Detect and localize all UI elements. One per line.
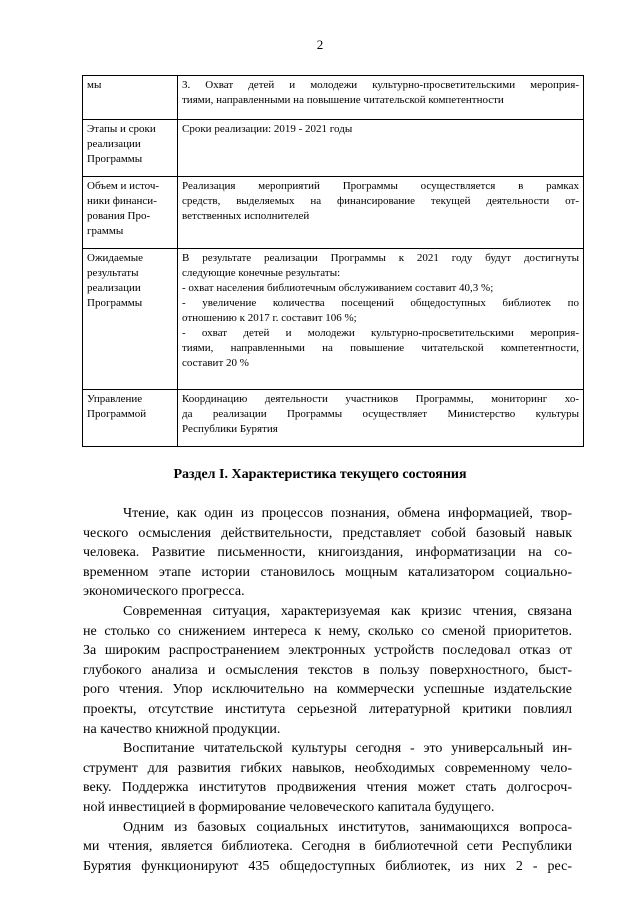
passport-table-row [83,249,584,390]
passport-row-value [178,120,584,177]
body-line: рого чтения. Упор исключительно на коммерчески успешные издательские [83,682,572,698]
body-line: проекты, отсутствие института серьезной литературной критики повлиял [83,701,572,717]
label-line: реализации [87,138,141,150]
value-line: Координацию деятельности участников Программы, мониторинг хо- [182,393,579,405]
page-number: 2 [316,37,324,52]
label-line: мы [87,79,102,91]
value-line: Республики Бурятия [182,423,278,435]
body-line: ческого осмысления действительности, представляет собой базовый навык [83,525,572,541]
passport-table-row [83,76,584,120]
value-line: Реализация мероприятий Программы осуществляется в рамках [182,180,579,192]
label-line: результаты [87,267,139,279]
value-line: отношению к 2017 г. составит 106 %; [182,312,357,324]
value-line: В результате реализации Программы к 2021 году будут достигнуты [182,252,579,264]
body-line: Воспитание читательской культуры сегодня - это универсальный ин- [123,741,572,757]
body-line: Одним из базовых социальных институтов, занимающихся вопроса- [123,819,572,835]
passport-row-label [83,76,178,120]
body-line: Бурятия функционируют 435 общедоступных библиотек, из них 2 - рес- [83,858,572,874]
body-line: глубокого анализа и осмысления текстов в пользу поверхностного, быст- [83,662,572,678]
body-line: За широким распространением электронных устройств последовал отказ от [83,643,572,659]
label-line: Объем и источ- [87,180,160,192]
passport-row-value [178,177,584,249]
passport-row-value [178,390,584,447]
value-line: составит 20 % [182,357,249,369]
label-line: реализации [87,282,141,294]
passport-row-label [83,249,178,390]
value-line: следующие конечные результаты: [182,267,341,279]
value-line: Сроки реализации: 2019 - 2021 годы [182,123,353,135]
passport-row-value [178,76,584,120]
body-line: временном этапе истории становилось мощным катализатором социально- [83,564,572,580]
section-body-text [83,504,572,876]
passport-table-row [83,177,584,249]
body-line: веку. Поддержка институтов продвижения чтения может стать долгосроч- [83,780,572,796]
label-line: Этапы и сроки [87,123,156,135]
body-line: Чтение, как один из процессов познания, обмена информацией, твор- [123,506,572,521]
body-line: экономического прогресса. [83,584,245,600]
passport-table-row [83,120,584,177]
label-line: Ожидаемые [87,252,144,264]
passport-row-label [83,390,178,447]
passport-table-row [83,390,584,447]
value-line: ветственных исполнителей [182,210,310,222]
value-line: тиями, направленными на повышение читательской компетентности, [182,342,579,354]
label-line: Программы [87,297,143,309]
passport-row-label [83,120,178,177]
body-line: ной инвестицией в формирование человеческого капитала будущего. [83,799,495,815]
value-line: средств, выделяемых на финансирование текущей деятельности от- [182,195,579,207]
label-line: ники финанси- [87,195,157,207]
body-line: ми чтения, является библиотека. Сегодня в библиотечной сети Республики [83,839,572,855]
label-line: Программой [87,408,147,420]
value-line: - охват детей и молодежи культурно-просветительскими мероприя- [182,327,579,339]
program-passport-table [82,75,584,447]
body-paragraph [83,504,572,602]
body-line: не столько со снижением интереса к нему, сколько со сменой приоритетов. [83,623,572,639]
body-paragraph [83,739,572,817]
value-line: да реализации Программы осуществляет Министерство культуры [182,408,579,420]
passport-row-value [178,249,584,390]
body-paragraph [83,602,572,739]
label-line: Управление [87,393,143,405]
value-line: 3. Охват детей и молодежи культурно-просветительскими мероприя- [182,79,579,91]
value-line: - увеличение количества посещений общедоступных библиотек по [182,297,579,309]
label-line: рования Про- [87,210,151,222]
value-line: тиями, направленными на повышение читательской компетентности [182,94,504,106]
passport-row-label [83,177,178,249]
value-line: - охват населения библиотечным обслуживанием составит 40,3 %; [182,282,494,294]
body-line: струмент для развития гибких навыков, необходимых современному чело- [83,760,572,776]
body-line: Современная ситуация, характеризуемая как кризис чтения, связана [123,603,572,619]
body-line: человека. Развитие письменности, книгоиздания, информатизации на со- [83,545,572,561]
label-line: граммы [87,225,124,237]
body-paragraph [83,818,572,877]
section-heading: Раздел I. Характеристика текущего состояния [173,467,467,482]
body-line: на качество книжной продукции. [83,721,281,737]
label-line: Программы [87,153,143,165]
